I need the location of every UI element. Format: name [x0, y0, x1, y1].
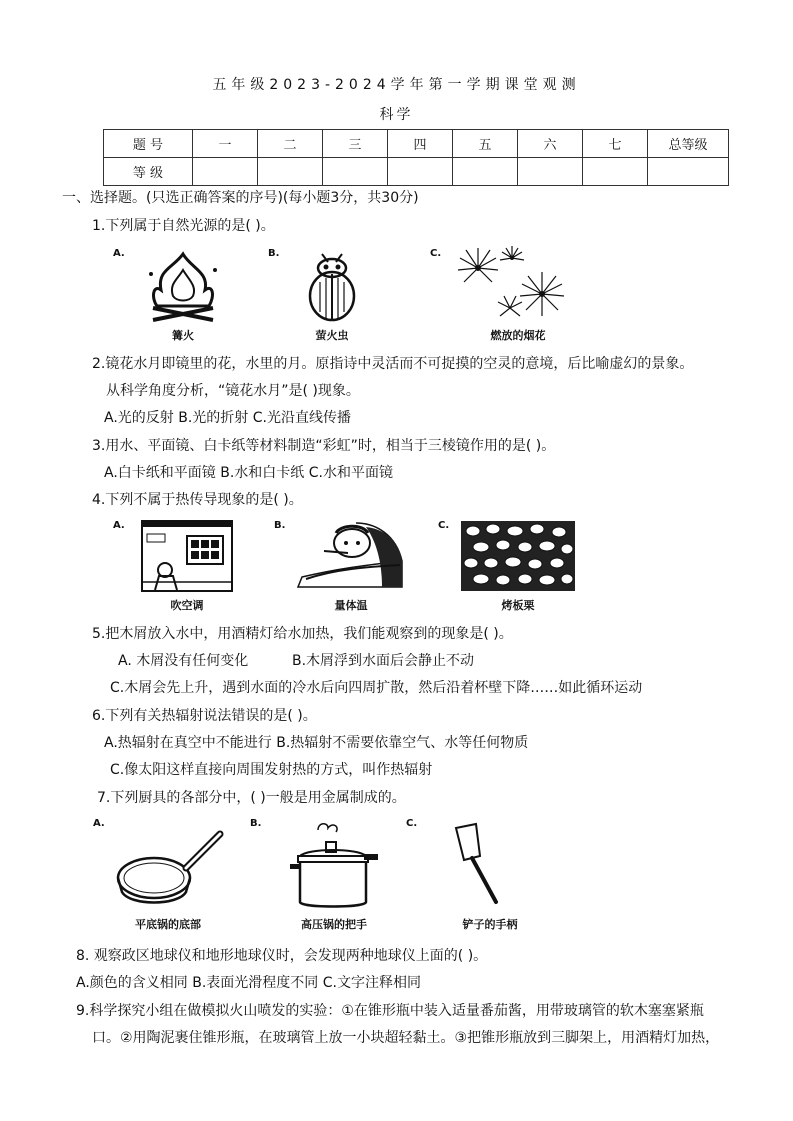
table-cell: 六 [518, 130, 583, 158]
question-1: 1.下列属于自然光源的是( )。 [92, 218, 275, 234]
table-cell: 一 [193, 130, 258, 158]
q7-option-a-letter: A. [93, 818, 105, 829]
table-cell: 题 号 [104, 130, 193, 158]
bonfire-icon [143, 250, 223, 322]
grade-table-grade-row [104, 158, 729, 186]
q1-option-b-caption: 萤火虫 [315, 329, 349, 342]
spatula-icon [450, 822, 506, 906]
q7-option-a-caption: 平底锅的底部 [135, 918, 201, 931]
question-6-options-ab: A.热辐射在真空中不能进行 B.热辐射不需要依靠空气、水等任何物质 [104, 735, 529, 751]
q1-option-a-letter: A. [113, 248, 125, 259]
q4-option-b-letter: B. [274, 520, 286, 531]
question-5: 5.把木屑放入水中，用酒精灯给水加热，我们能观察到的现象是( )。 [92, 626, 513, 642]
question-5-option-a: A. 木屑没有任何变化 [118, 653, 249, 669]
grade-input-cell[interactable] [323, 158, 388, 186]
grade-input-cell[interactable] [453, 158, 518, 186]
question-9-line-1: 9.科学探究小组在做模拟火山喷发的实验：①在锥形瓶中装入适量番茄酱，用带玻璃管的软木塞塞紧瓶 [76, 1003, 704, 1019]
table-cell: 等 级 [104, 158, 193, 186]
table-cell: 五 [453, 130, 518, 158]
section-heading: 一、选择题。(只选正确答案的序号)(每小题3分，共30分) [62, 190, 419, 206]
q7-option-c-caption: 铲子的手柄 [462, 918, 518, 931]
air-conditioner-icon [141, 520, 233, 592]
question-3: 3.用水、平面镜、白卡纸等材料制造“彩虹”时，相当于三棱镜作用的是( )。 [92, 438, 556, 454]
q4-option-c-caption: 烤板栗 [501, 599, 535, 612]
grade-input-cell[interactable] [648, 158, 729, 186]
q1-option-b-letter: B. [268, 248, 280, 259]
q7-option-b-caption: 高压锅的把手 [301, 918, 367, 931]
question-2-line-2: 从科学角度分析，“镜花水月”是( )现象。 [106, 383, 360, 399]
table-cell: 总等级 [648, 130, 729, 158]
q7-option-c-letter: C. [406, 818, 418, 829]
grade-input-cell[interactable] [583, 158, 648, 186]
question-6-option-c: C.像太阳这样直接向周围发射热的方式，叫作热辐射 [110, 762, 433, 778]
exam-title: 五年级2023-2024学年第一学期课堂观测 [212, 77, 581, 93]
q1-option-c-caption: 燃放的烟花 [490, 329, 546, 342]
question-9-line-2: 口。②用陶泥裹住锥形瓶，在玻璃管上放一小块超轻黏土。③把锥形瓶放到三脚架上，用酒精灯加热， [92, 1030, 720, 1046]
grade-input-cell[interactable] [388, 158, 453, 186]
question-8-options: A.颜色的含义相同 B.表面光滑程度不同 C.文字注释相同 [76, 975, 421, 991]
table-cell: 三 [323, 130, 388, 158]
question-2-line-1: 2.镜花水月即镜里的花，水里的月。原指诗中灵活而不可捉摸的空灵的意境，后比喻虚幻的景象。 [92, 356, 694, 372]
question-8: 8. 观察政区地球仪和地形地球仪时，会发现两种地球仪上面的( )。 [76, 948, 488, 964]
subject-title: 科学 [379, 107, 414, 123]
question-4: 4.下列不属于热传导现象的是( )。 [92, 492, 303, 508]
q1-option-a-caption: 篝火 [172, 329, 194, 342]
table-cell: 二 [258, 130, 323, 158]
q4-option-b-caption: 量体温 [334, 599, 368, 612]
grade-table [103, 129, 729, 186]
q7-option-b-letter: B. [250, 818, 262, 829]
grade-input-cell[interactable] [193, 158, 258, 186]
grade-table-header-row [104, 130, 729, 158]
q4-option-a-letter: A. [113, 520, 125, 531]
question-6: 6.下列有关热辐射说法错误的是( )。 [92, 708, 317, 724]
question-5-option-b: B.木屑浮到水面后会静止不动 [292, 653, 475, 669]
table-cell: 四 [388, 130, 453, 158]
pressure-cooker-icon [288, 820, 380, 912]
question-3-options: A.白卡纸和平面镜 B.水和白卡纸 C.水和平面镜 [104, 465, 393, 481]
table-cell: 七 [583, 130, 648, 158]
question-5-option-c: C.木屑会先上升，遇到水面的冷水后向四周扩散，然后沿着杯壁下降……如此循环运动 [110, 680, 643, 696]
q1-option-c-letter: C. [430, 248, 442, 259]
q4-option-c-letter: C. [438, 520, 450, 531]
fireworks-icon [452, 246, 576, 326]
frying-pan-icon [116, 826, 228, 912]
firefly-icon [300, 248, 364, 324]
grade-input-cell[interactable] [258, 158, 323, 186]
question-2-options: A.光的反射 B.光的折射 C.光沿直线传播 [104, 410, 351, 426]
thermometer-person-icon [296, 521, 408, 589]
grade-input-cell[interactable] [518, 158, 583, 186]
roasted-chestnuts-icon [461, 521, 575, 591]
q4-option-a-caption: 吹空调 [170, 599, 204, 612]
question-7: 7.下列厨具的各部分中，( )一般是用金属制成的。 [97, 790, 406, 806]
